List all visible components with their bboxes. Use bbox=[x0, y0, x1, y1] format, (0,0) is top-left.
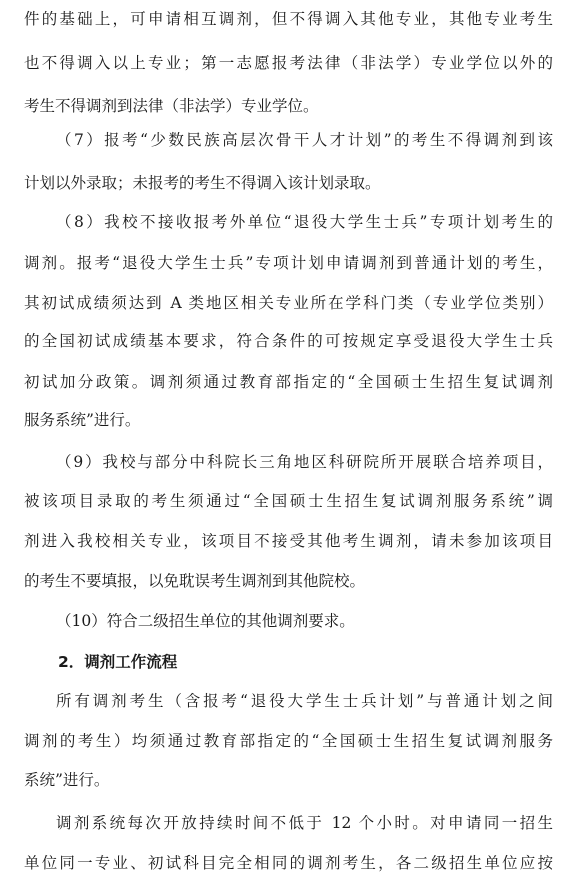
text-line: （9）我校与部分中科院长三角地区科研院所开展联合培养项目， bbox=[56, 453, 553, 471]
text-line: 所有调剂考生（含报考“退役大学生士兵计划”与普通计划之间 bbox=[56, 692, 553, 710]
text-line: 调剂。报考“退役大学生士兵”专项计划申请调剂到普通计划的考生， bbox=[24, 254, 553, 272]
text-line: 服务系统”进行。 bbox=[24, 411, 141, 429]
text-line: （7）报考“少数民族高层次骨干人才计划”的考生不得调剂到该 bbox=[56, 131, 553, 149]
text-line: 单位同一专业、初试科目完全相同的调剂考生，各二级招生单位应按 bbox=[24, 854, 553, 872]
text-line: 件的基础上，可申请相互调剂，但不得调入其他专业，其他专业考生 bbox=[24, 10, 553, 28]
text-line: 系统”进行。 bbox=[24, 771, 110, 789]
text-line: 初试加分政策。调剂须通过教育部指定的“全国硕士生招生复试调剂 bbox=[24, 373, 553, 391]
text-line: 调剂的考生）均须通过教育部指定的“全国硕士生招生复试调剂服务 bbox=[24, 732, 553, 750]
section-heading: 2．调剂工作流程 bbox=[58, 653, 178, 671]
text-line: 的考生不要填报，以免耽误考生调剂到其他院校。 bbox=[24, 572, 366, 590]
text-line: 考生不得调剂到法律（非法学）专业学位。 bbox=[24, 97, 319, 115]
text-line: 被该项目录取的考生须通过“全国硕士生招生复试调剂服务系统”调 bbox=[24, 492, 553, 510]
text-line: 计划以外录取；未报考的考生不得调入该计划录取。 bbox=[24, 174, 381, 192]
text-line: 调剂系统每次开放持续时间不低于 12 个小时。对申请同一招生 bbox=[56, 814, 553, 832]
text-line: （8）我校不接收报考外单位“退役大学生士兵”专项计划考生的 bbox=[56, 213, 553, 231]
text-line: 其初试成绩须达到 A 类地区相关专业所在学科门类（专业学位类别） bbox=[24, 294, 553, 312]
text-line: 的全国初试成绩基本要求，符合条件的可按规定享受退役大学生士兵 bbox=[24, 332, 553, 350]
text-line: 剂进入我校相关专业，该项目不接受其他考生调剂，请未参加该项目 bbox=[24, 532, 553, 550]
text-line: （10）符合二级招生单位的其他调剂要求。 bbox=[56, 612, 355, 630]
text-line: 也不得调入以上专业；第一志愿报考法律（非法学）专业学位以外的 bbox=[24, 54, 553, 72]
